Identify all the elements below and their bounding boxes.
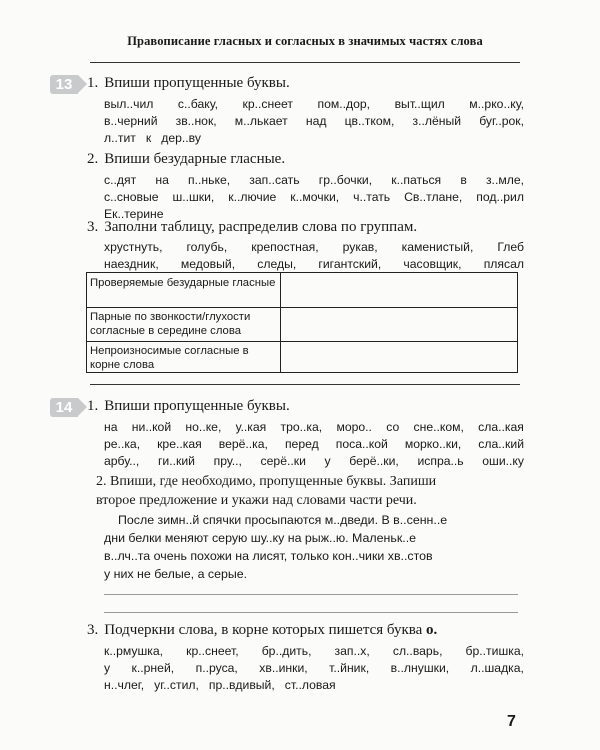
exercise-word: ч..тать — [353, 190, 391, 204]
exercise-word: м..лькает — [234, 114, 288, 128]
exercise-word: голубь, — [186, 240, 228, 254]
exercise-word: хрустнуть, — [104, 240, 163, 254]
exercise-word: ш..шки, — [172, 190, 215, 204]
exercise-word: испра..ь — [417, 454, 464, 468]
exercise-word: у — [324, 454, 331, 468]
ex13-task2-number: 2. — [87, 151, 99, 167]
exercise-word: ги..кий — [157, 454, 195, 468]
table-row-label: Проверяемые безударные гласные — [87, 273, 281, 307]
exercise-word: п..руса, — [195, 661, 238, 675]
exercise-word: перед — [284, 437, 319, 451]
ex13-task2-title — [87, 151, 522, 168]
exercise-word: дер..ву — [161, 131, 201, 145]
exercise-word: моро.. — [336, 420, 372, 434]
ex14-task1-line-3 — [104, 454, 524, 468]
exercise-word: арбу.., — [104, 454, 140, 468]
exercise-word: гр..бочки, — [318, 173, 373, 187]
exercise-word: к..лючие — [228, 190, 277, 204]
ex13-task3-title — [87, 219, 522, 236]
exercise-word: л..шадка, — [470, 661, 524, 675]
exercise-word: сне..ком, — [413, 420, 464, 434]
exercise-word: поса..кой — [335, 437, 388, 451]
page-number: 7 — [507, 713, 516, 730]
exercise-word: к..рней, — [131, 661, 175, 675]
ex14-task1-title — [87, 398, 522, 415]
exercise-word: Ек..терине — [104, 207, 164, 221]
exercise-word: каменистый, — [401, 240, 474, 254]
exercise-word: выт..щил — [394, 97, 445, 111]
exercise-word: ре..ка, — [104, 437, 141, 451]
exercise-word: гигантский, — [318, 257, 382, 271]
ex13-task2-title-text: Впиши безударные гласные. — [104, 151, 286, 167]
exercise-14-badge: 14 — [50, 398, 78, 417]
exercise-word: на — [155, 173, 169, 187]
exercise-word: буг..рок, — [479, 114, 524, 128]
exercise-word: кр..снеет, — [186, 644, 239, 658]
table-answer-cell[interactable] — [281, 273, 517, 307]
table-answer-cell[interactable] — [281, 341, 517, 372]
exercise-word: над — [305, 114, 327, 128]
exercise-word: сл..варь, — [392, 644, 443, 658]
table-answer-cell[interactable] — [281, 307, 517, 341]
ex13-task1-title-text: Впиши пропущенные буквы. — [104, 75, 290, 91]
exercise-word: н..члег, — [104, 678, 145, 692]
exercise-word: в..лнушки, — [390, 661, 450, 675]
exercise-word: зв..нок, — [175, 114, 217, 128]
table-row-label: Парные по звонкости/глухости согласные в середине слова — [87, 307, 281, 341]
exercise-word: к..паться — [391, 173, 442, 187]
ex14-task1-title-text: Впиши пропущенные буквы. — [104, 398, 290, 414]
exercise-word: тро..ка, — [280, 420, 323, 434]
exercise-word: медовый, — [180, 257, 236, 271]
exercise-word: сла..кая — [478, 420, 524, 434]
exercise-word: верё..ка, — [218, 437, 268, 451]
exercise-word: пру.., — [213, 454, 242, 468]
exercise-word: морко..ки, — [404, 437, 462, 451]
ex14-task1-line-1 — [104, 420, 524, 434]
exercise-word: уг..стил, — [154, 678, 199, 692]
ex14-task2-text-line-4: у них не белые, а серые. — [104, 567, 248, 581]
exercise-word: хв..инки, — [259, 661, 308, 675]
table-row — [87, 273, 517, 308]
exercise-word: оши..ку — [482, 454, 524, 468]
word-groups-table — [86, 272, 518, 373]
answer-line[interactable] — [104, 612, 518, 613]
exercise-word: з..лёный — [412, 114, 462, 128]
ex13-task1-title — [87, 75, 522, 92]
exercise-word: к — [145, 131, 152, 145]
table-row — [87, 307, 517, 342]
exercise-word: у — [104, 661, 111, 675]
exercise-word: но..ке, — [185, 420, 222, 434]
exercise-word: з..мле, — [485, 173, 524, 187]
exercise-13-badge: 13 — [50, 75, 78, 94]
header-rule — [90, 62, 520, 63]
exercise-word: кре..кая — [157, 437, 202, 451]
ex14-task3-line-2 — [104, 661, 524, 675]
exercise-word: наездник, — [104, 257, 159, 271]
ex13-task2-line-1 — [104, 173, 524, 187]
ex14-task2-title-line2: второе предложение и укажи над словами части речи. — [96, 493, 417, 508]
exercise-word: ни..кой — [131, 420, 172, 434]
ex13-task3-line-2 — [104, 257, 524, 271]
ex13-task1-line-2 — [104, 114, 524, 128]
exercise-word: крепостная, — [251, 240, 319, 254]
ex13-task1-number: 1. — [87, 75, 99, 91]
ex14-task3-number: 3. — [87, 622, 99, 638]
ex13-task1-line-1 — [104, 97, 524, 111]
exercise-word: пом..дор, — [317, 97, 371, 111]
exercise-word: ст..ловая — [284, 678, 336, 692]
exercise-word: выл..чил — [104, 97, 154, 111]
exercise-word: зап..х, — [334, 644, 370, 658]
exercise-word: цв..тком, — [344, 114, 395, 128]
ex13-task1-line-3 — [104, 131, 524, 145]
exercise-word: пр..вдивый, — [208, 678, 275, 692]
exercise-word: со — [386, 420, 400, 434]
exercise-word: бр..дить, — [261, 644, 312, 658]
ex14-task1-line-2 — [104, 437, 524, 451]
exercise-word: часовщик, — [403, 257, 462, 271]
ex14-task2-number: 2. — [96, 474, 107, 489]
exercise-word: берё..ки, — [349, 454, 399, 468]
exercise-word: рукав, — [342, 240, 378, 254]
exercise-word: к..мочки, — [290, 190, 340, 204]
ex14-task2-title-line1: Впиши, где необходимо, пропущенные буквы. Запиши — [110, 474, 437, 489]
ex13-task3-line-1 — [104, 240, 524, 254]
exercise-word: зап..сать — [249, 173, 300, 187]
ex14-task2-text-line-3: в..лч..та очень похожи на лисят, только кон..чики хв..стов — [104, 549, 433, 563]
ex13-task2-line-2 — [104, 190, 524, 204]
page-header-title: Правописание гласных и согласных в значимых частях слова — [127, 34, 483, 48]
answer-line[interactable] — [104, 594, 518, 595]
ex14-task3-title-letter: о. — [426, 622, 438, 638]
exercise-word: с..баку, — [177, 97, 218, 111]
exercise-word: Глеб — [497, 240, 524, 254]
exercise-word: л..тит — [104, 131, 136, 145]
exercise-word: к..рмушка, — [104, 644, 164, 658]
exercise-word: в — [460, 173, 467, 187]
ex14-task3-title-text: Подчеркни слова, в корне которых пишется буква — [104, 622, 423, 638]
ex14-task3-title — [87, 622, 522, 639]
exercise-word: с..дят — [104, 173, 137, 187]
exercise-word: м..рко..ку, — [469, 97, 524, 111]
exercise-word: в..черний — [104, 114, 158, 128]
table-row — [87, 341, 517, 372]
ex14-task1-number: 1. — [87, 398, 99, 414]
exercise-word: следы, — [257, 257, 297, 271]
exercise-word: т..йник, — [329, 661, 370, 675]
section-divider — [90, 384, 520, 385]
exercise-word: кр..снеет — [242, 97, 293, 111]
exercise-word: сла..кий — [478, 437, 524, 451]
ex14-task2-text-line-1: После зимн..й спячки просыпаются м..дведи. В в..сенн..е — [118, 513, 448, 527]
table-row-label: Непроизносимые согласные в корне слова — [87, 341, 281, 372]
exercise-word: под..рил — [476, 190, 524, 204]
exercise-word: п..ньке, — [188, 173, 231, 187]
ex14-task3-line-1 — [104, 644, 524, 658]
ex14-task2-text-line-2: дни белки меняют серую шу..ку на рыж..ю. Маленьк..е — [104, 531, 417, 545]
exercise-word: с..сновые — [104, 190, 159, 204]
exercise-word: на — [104, 420, 118, 434]
exercise-word: плясал — [483, 257, 524, 271]
exercise-word: Св..тлане, — [404, 190, 463, 204]
ex13-task3-number: 3. — [87, 219, 99, 235]
exercise-word: серё..ки — [260, 454, 306, 468]
exercise-word: у..кая — [235, 420, 267, 434]
exercise-word: бр..тишка, — [465, 644, 524, 658]
ex14-task3-line-3 — [104, 678, 524, 692]
ex14-task2-title — [96, 472, 518, 510]
ex13-task3-title-text: Заполни таблицу, распределив слова по группам. — [104, 219, 418, 235]
